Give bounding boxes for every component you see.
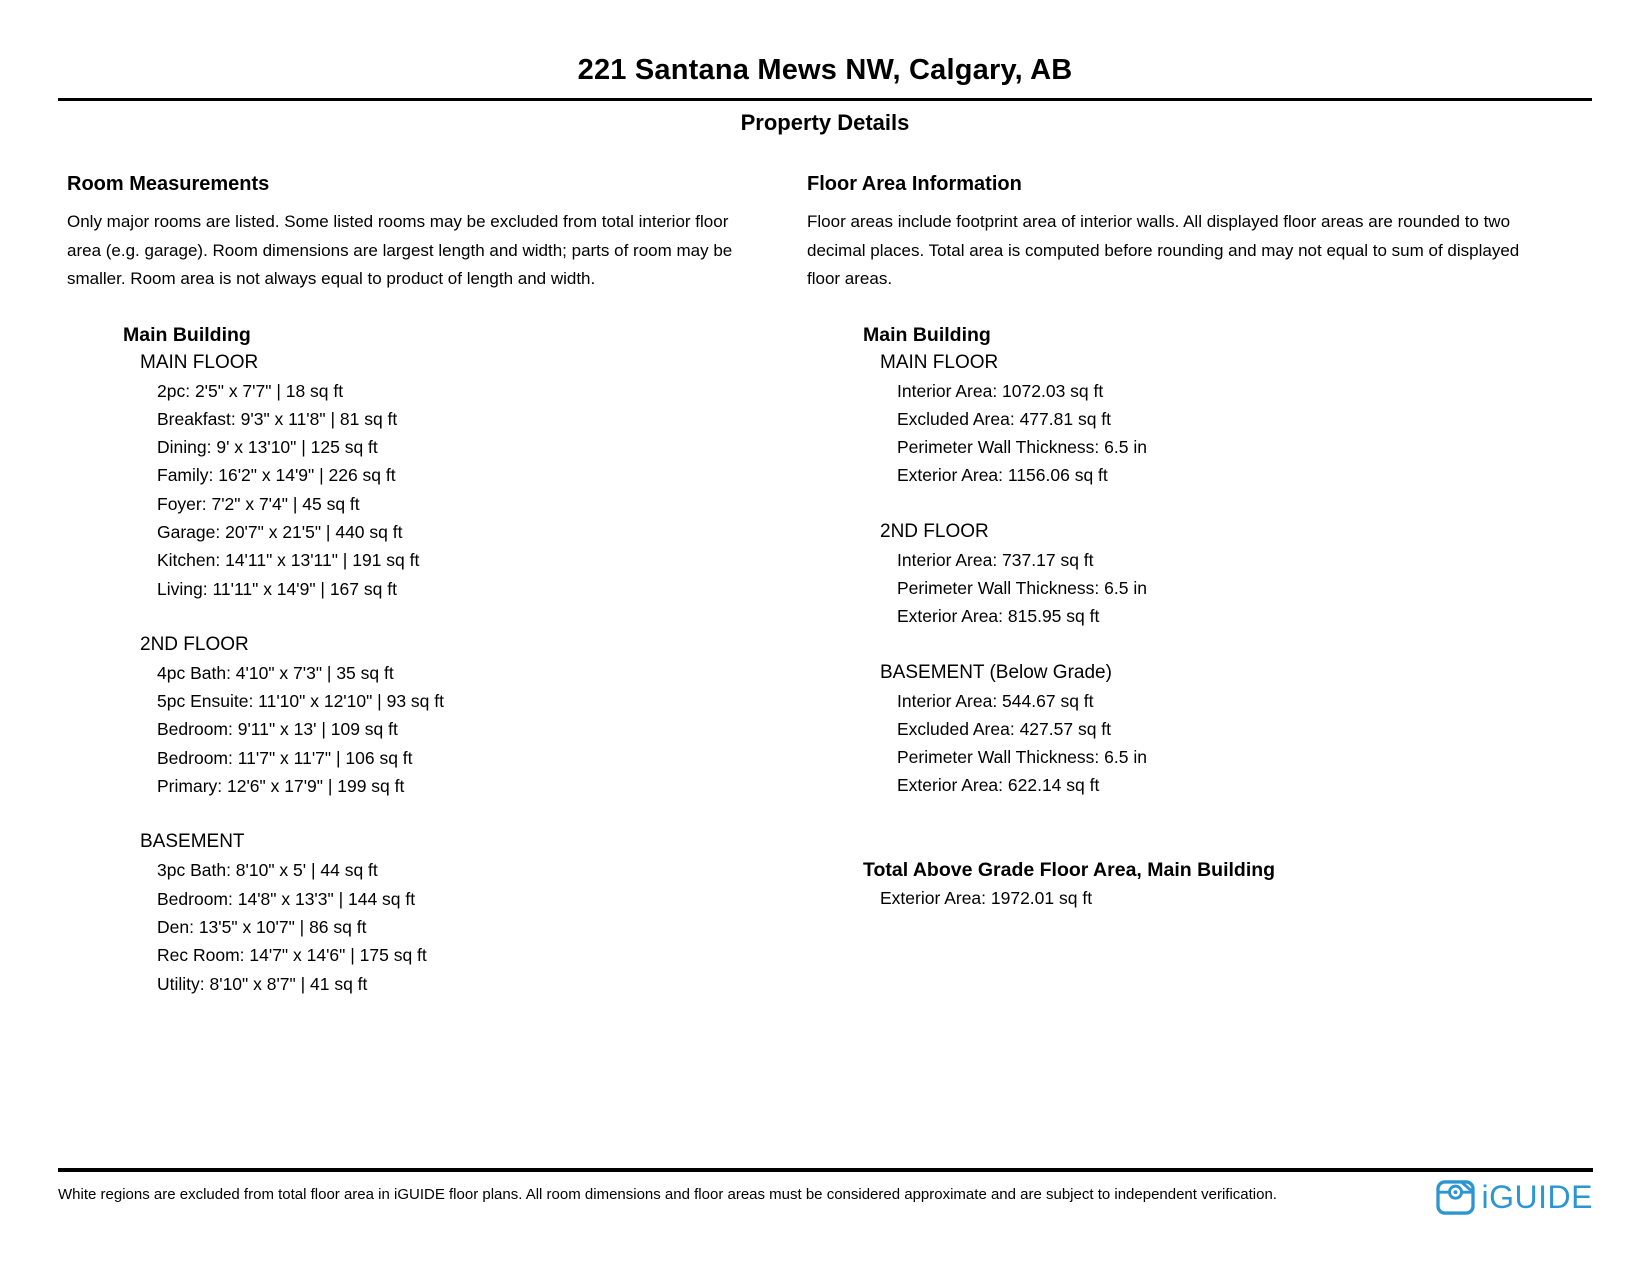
total-above-grade-block	[807, 856, 1590, 912]
room-measurements-section	[60, 172, 800, 998]
floor-area-main-floor	[807, 349, 1590, 490]
floor-area-stat-item: Excluded Area: 427.57 sq ft	[897, 718, 1112, 739]
room-list-basement	[157, 856, 800, 997]
page-footer	[58, 1168, 1593, 1215]
page-header	[0, 0, 1650, 136]
room-measurements-heading: Room Measurements	[67, 173, 270, 195]
room-measurement-item: Foyer: 7'2" x 7'4" | 45 sq ft	[157, 493, 360, 514]
floor-area-building-name: Main Building	[863, 323, 991, 346]
room-measurements-basement	[67, 828, 800, 997]
floor-area-basement	[807, 659, 1590, 800]
room-measurements-building-name: Main Building	[123, 323, 251, 346]
room-measurement-item: Family: 16'2" x 14'9" | 226 sq ft	[157, 465, 396, 486]
room-measurement-item: 5pc Ensuite: 11'10" x 12'10" | 93 sq ft	[157, 691, 444, 712]
page-subtitle: Property Details	[740, 110, 910, 135]
floor-area-name-main-floor: MAIN FLOOR	[880, 351, 999, 373]
room-measurement-item: Den: 13'5" x 10'7" | 86 sq ft	[157, 916, 367, 937]
floor-area-stat-item: Perimeter Wall Thickness: 6.5 in	[897, 747, 1147, 768]
floor-area-stat-item: Interior Area: 544.67 sq ft	[897, 690, 1094, 711]
floor-area-description: Floor areas include footprint area of interior walls. All displayed floor areas are rounded to two decimal places. Total area is computed before rounding and may not equal to sum of displayed floor areas.	[807, 212, 1520, 288]
iguide-camera-icon	[1436, 1180, 1475, 1215]
room-measurement-item: Dining: 9' x 13'10" | 125 sq ft	[157, 437, 378, 458]
room-measurement-item: Living: 11'11" x 14'9" | 167 sq ft	[157, 578, 397, 599]
room-measurements-second-floor	[67, 631, 800, 800]
room-measurement-item: Kitchen: 14'11" x 13'11" | 191 sq ft	[157, 550, 420, 571]
iguide-logo-text: iGUIDE	[1481, 1179, 1593, 1215]
room-measurement-item: Garage: 20'7" x 21'5" | 440 sq ft	[157, 521, 403, 542]
total-above-grade-heading: Total Above Grade Floor Area, Main Building	[863, 858, 1276, 881]
floor-area-stat-item: Perimeter Wall Thickness: 6.5 in	[897, 577, 1147, 598]
floor-area-stat-item: Exterior Area: 1156.06 sq ft	[897, 465, 1108, 486]
room-measurement-item: Utility: 8'10" x 8'7" | 41 sq ft	[157, 973, 368, 994]
content-columns	[0, 172, 1650, 998]
floor-area-stat-item: Interior Area: 737.17 sq ft	[897, 549, 1094, 570]
footer-disclaimer: White regions are excluded from total floor area in iGUIDE floor plans. All room dimensions and floor areas must be considered approximate and are subject to independent verification.	[58, 1186, 1277, 1203]
floor-name-second-floor: 2ND FLOOR	[140, 633, 249, 655]
floor-area-stats-main-floor	[897, 377, 1590, 490]
room-measurement-item: Rec Room: 14'7" x 14'6" | 175 sq ft	[157, 945, 427, 966]
room-measurements-main-floor	[67, 349, 800, 603]
room-list-second-floor	[157, 659, 800, 800]
room-measurements-description: Only major rooms are listed. Some listed rooms may be excluded from total interior floor area (e.g. garage). Room dimensions are largest length and width; parts of room may be smaller. Room area is not always equal to product of length and width.	[67, 212, 733, 288]
floor-name-main-floor: MAIN FLOOR	[140, 351, 259, 373]
floor-name-basement: BASEMENT	[140, 831, 245, 853]
room-measurement-item: Bedroom: 11'7" x 11'7" | 106 sq ft	[157, 747, 413, 768]
room-measurement-item: 3pc Bath: 8'10" x 5' | 44 sq ft	[157, 860, 378, 881]
iguide-logo	[1436, 1179, 1593, 1215]
floor-area-stat-item: Perimeter Wall Thickness: 6.5 in	[897, 437, 1147, 458]
room-measurement-item: 4pc Bath: 4'10" x 7'3" | 35 sq ft	[157, 662, 394, 683]
floor-area-stats-second-floor	[897, 546, 1590, 631]
floor-area-stat-item: Interior Area: 1072.03 sq ft	[897, 380, 1104, 401]
floor-area-stat-item: Exterior Area: 622.14 sq ft	[897, 775, 1100, 796]
floor-area-second-floor	[807, 518, 1590, 631]
room-measurement-item: Bedroom: 9'11" x 13' | 109 sq ft	[157, 719, 398, 740]
floor-area-heading: Floor Area Information	[807, 173, 1022, 195]
page-title: 221 Santana Mews NW, Calgary, AB	[577, 54, 1073, 86]
floor-area-name-second-floor: 2ND FLOOR	[880, 520, 989, 542]
room-measurement-item: Bedroom: 14'8" x 13'3" | 144 sq ft	[157, 888, 416, 909]
floor-area-name-basement: BASEMENT (Below Grade)	[880, 661, 1112, 683]
room-measurement-item: Breakfast: 9'3" x 11'8" | 81 sq ft	[157, 408, 398, 429]
floor-area-section	[800, 172, 1590, 998]
room-list-main-floor	[157, 377, 800, 603]
total-above-grade-value: Exterior Area: 1972.01 sq ft	[880, 887, 1093, 908]
room-measurement-item: Primary: 12'6" x 17'9" | 199 sq ft	[157, 776, 405, 797]
floor-area-stats-basement	[897, 687, 1590, 800]
floor-area-stat-item: Exterior Area: 815.95 sq ft	[897, 606, 1100, 627]
title-divider	[58, 98, 1592, 101]
floor-area-stat-item: Excluded Area: 477.81 sq ft	[897, 408, 1112, 429]
room-measurement-item: 2pc: 2'5" x 7'7" | 18 sq ft	[157, 380, 344, 401]
